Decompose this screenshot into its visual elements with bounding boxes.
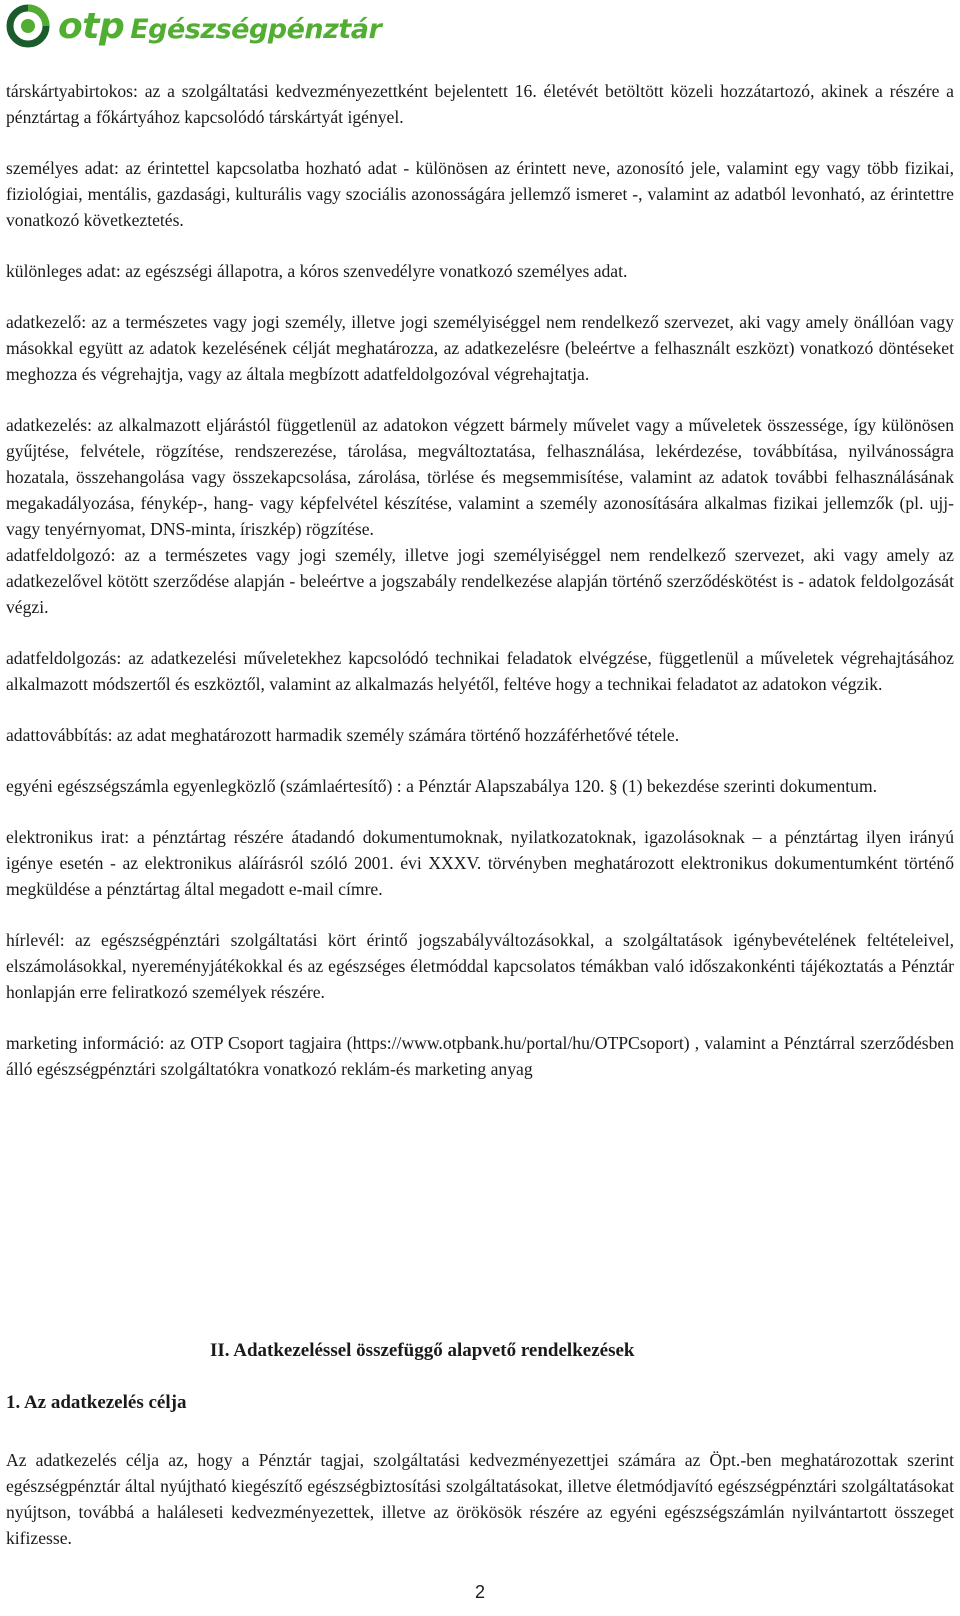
definitions-body <box>6 78 954 1082</box>
logo-brand-name: Egészségpénztár <box>130 13 382 45</box>
section-heading: II. Adatkezeléssel összefüggő alapvető rendelkezések <box>210 1340 635 1361</box>
definition-paragraph-adatfeldolgozas: adatfeldolgozás: az adatkezelési műveletekhez kapcsolódó technikai feladatok elvégzése, függetlenül a műveletek végrehajtásához alkalmazott módszertől és eszköztől, valamint az alkalmazás helyétől, feltéve hogy a technikai feladatot az adatokon végzik. <box>6 648 954 694</box>
definition-paragraph-adattovabbitas: adattovábbítás: az adat meghatározott harmadik személy számára történő hozzáférhetővé tétele. <box>6 725 680 745</box>
purpose-paragraph: Az adatkezelés célja az, hogy a Pénztár tagjai, szolgáltatási kedvezményezettjei számára az Öpt.-ben meghatározottak szerint egészségpénztár által nyújtható kiegészítő egészségbiztosítási szolgáltatásokat, illetve életmódjavító egészségpénztári szolgáltatásokat nyújtson, továbbá a haláleseti kedvezményezettek, illetve az örökösök részére az egyéni egészségszámlán nyilvántartott összeget kifizesse. <box>6 1450 954 1548</box>
definition-paragraph-adatkezeles: adatkezelés: az alkalmazott eljárástól függetlenül az adatokon végzett bármely művelet vagy a műveletek összessége, így különösen gyűjtése, felvétele, rögzítése, rendszerezése, tárolása, megváltoztatása, felhasználása, lekérdezése, továbbítása, nyilvánosságra hozatala, összehangolása vagy összekapcsolása, zárolása, törlése és megsemmisítése, valamint az adatok további felhasználásának megakadályozása, fénykép-, hang- vagy képfelvétel készítése, valamint a személy azonosítására alkalmas fizikai jellemzők (pl. ujj- vagy tenyérnyomat, DNS-minta, íriszkép) rögzítése. <box>6 415 954 539</box>
definition-paragraph-hirlevel: hírlevél: az egészségpénztári szolgáltatási kört érintő jogszabályváltozásokkal, a szolgáltatások igénybevételének feltételeivel, elszámolásokkal, nyereményjátékokkal és az egészséges életmóddal kapcsolatos témákban való időszakonkénti tájékoztatás a Pénztár honlapján erre feliratkozó személyek részére. <box>6 930 954 1002</box>
definition-paragraph-marketing-informacio: marketing információ: az OTP Csoport tagjaira (https://www.otpbank.hu/portal/hu/OTPCsoport) , valamint a Pénztárral szerződésben álló egészségpénztári szolgáltatókra vonatkozó reklám-és marketing anyag <box>6 1033 954 1079</box>
page-number: 2 <box>474 1582 485 1602</box>
definition-paragraph-adatfeldolgozo: adatfeldolgozó: az a természetes vagy jogi személy, illetve jogi személyiséggel nem rendelkező szervezet, aki vagy amely az adatkezelővel kötött szerződése alapján - beleértve a jogszabály rendelkezése alapján történő szerződéskötést is - adatok feldolgozását végzi. <box>6 545 954 617</box>
logo-wordmark <box>58 6 381 47</box>
logo-otp-word: otp <box>58 5 125 47</box>
definition-paragraph-szemelyes-adat: személyes adat: az érintettel kapcsolatba hozható adat - különösen az érintett neve, azonosító jele, valamint egy vagy több fizikai, fiziológiai, mentális, gazdasági, kulturális vagy szociális azonosságára jellemző ismeret -, valamint az adatból levonható, az érintettre vonatkozó következtetés. <box>6 158 954 230</box>
definition-paragraph-elektronikus-irat: elektronikus irat: a pénztártag részére átadandó dokumentumoknak, nyilatkozatoknak, igazolásoknak – a pénztártag ilyen irányú igénye esetén - az elektronikus aláírásról szóló 2001. évi XXXV. törvényben meghatározott elektronikus dokumentumként történő megküldése a pénztártag által megadott e-mail címre. <box>6 827 954 899</box>
otp-swirl-icon <box>6 4 54 48</box>
definition-paragraph-egyenlegkozlo: egyéni egészségszámla egyenlegközlő (számlaértesítő) : a Pénztár Alapszabálya 120. § (1) bekezdése szerinti dokumentum. <box>6 776 878 796</box>
subsection-heading: 1. Az adatkezelés célja <box>6 1392 187 1413</box>
definition-paragraph-tarskartyabirtokos: társkártyabirtokos: az a szolgáltatási kedvezményezettként bejelentett 16. életévét betöltött közeli hozzátartozó, akinek a részére a pénztártag a főkártyához kapcsolódó társkártyát igényel. <box>6 81 954 127</box>
otp-egeszsegpenztar-logo <box>6 4 381 48</box>
definition-paragraph-kulonleges-adat: különleges adat: az egészségi állapotra, a kóros szenvedélyre vonatkozó személyes adat. <box>6 261 628 281</box>
definition-paragraph-adatkezelo: adatkezelő: az a természetes vagy jogi személy, illetve jogi személyiséggel nem rendelkező szervezet, aki vagy amely önállóan vagy másokkal együtt az adatok kezelésének célját meghatározza, az adatkezelésre (beleértve a felhasznált eszközt) vonatkozó döntéseket meghozza és végrehajtja, vagy az általa megbízott adatfeldolgozóval végrehajtatja. <box>6 312 954 384</box>
